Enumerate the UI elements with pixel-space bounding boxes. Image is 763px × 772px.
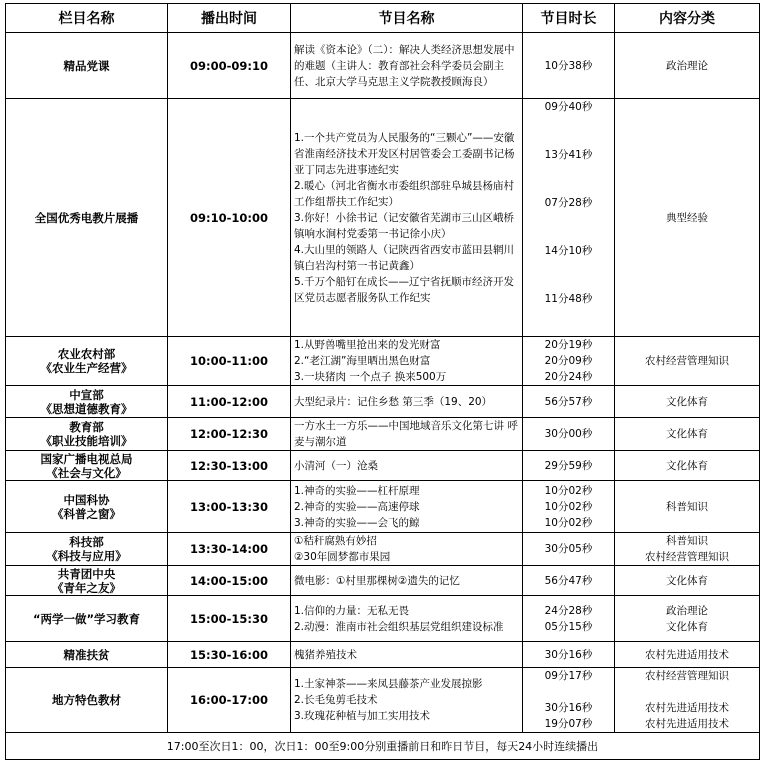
duration-line: 14分10秒 [544, 245, 593, 257]
program-line: 大型纪录片：记住乡愁 第三季（19、20） [294, 395, 493, 408]
category-cell [615, 418, 760, 451]
program-name-cell [291, 451, 523, 481]
air-time-cell: 10:00-11:00 [168, 337, 291, 386]
program-name-cell [291, 337, 523, 386]
table-row [6, 596, 760, 642]
category-cell [615, 596, 760, 642]
column-name-cell [6, 481, 168, 533]
duration-line: 10分02秒 [544, 500, 593, 513]
duration-line: 10分38秒 [544, 59, 593, 72]
category-line: 文化体育 [666, 428, 708, 440]
table-row [6, 668, 760, 733]
program-line: ①秸秆腐熟有妙招 [294, 535, 377, 547]
duration-line: 29分59秒 [544, 459, 593, 472]
category-cell [615, 566, 760, 596]
header-program-name: 节目名称 [291, 4, 523, 33]
duration-line: 13分41秒 [544, 149, 593, 161]
program-line: 1.神奇的实验——杠杆原理 [294, 484, 420, 497]
air-time-cell: 13:00-13:30 [168, 481, 291, 533]
table-row [6, 418, 760, 451]
air-time-cell: 16:00-17:00 [168, 668, 291, 733]
column-name-line: 精品党课 [63, 58, 110, 73]
air-time-cell: 13:30-14:00 [168, 533, 291, 566]
program-line: 1.从野兽嘴里抢出来的发光财富 [294, 339, 441, 351]
duration-line: 07分28秒 [544, 197, 593, 209]
column-name-cell [6, 451, 168, 481]
program-line: 5.千万个船钉在成长——辽宁省抚顺市经济开发区党员志愿者服务队工作纪实 [294, 275, 515, 304]
header-category: 内容分类 [615, 4, 760, 33]
duration-cell [523, 642, 615, 668]
program-line: 3.一块猪肉 一个点子 换来500万 [294, 371, 447, 383]
header-column-name: 栏目名称 [6, 4, 168, 33]
category-line: 政治理论 [666, 59, 708, 72]
column-name-cell [6, 566, 168, 596]
duration-cell [523, 451, 615, 481]
program-line: 一方水土一方乐——中国地域音乐文化第七讲 呼麦与潮尔道 [294, 420, 518, 448]
table-row [6, 99, 760, 337]
program-line: 3.你好！小徐书记（记安徽省芜湖市三山区峨桥镇响水涧村党委第一书记徐小庆） [294, 211, 515, 240]
column-name-cell [6, 386, 168, 418]
category-cell [615, 386, 760, 418]
column-name-line: 教育部 [69, 420, 104, 434]
air-time-cell: 14:00-15:00 [168, 566, 291, 596]
duration-cell [523, 481, 615, 533]
duration-cell [523, 533, 615, 566]
column-name-line: “两学一做”学习教育 [32, 611, 141, 626]
duration-line: 09分17秒 [544, 670, 593, 682]
column-name-cell [6, 596, 168, 642]
category-cell [615, 99, 760, 337]
duration-cell [523, 337, 615, 386]
category-line: 农村经营管理知识 [645, 355, 729, 367]
program-name-cell [291, 533, 523, 566]
program-name-cell [291, 668, 523, 733]
program-line: 1.土家神茶——来凤县藤茶产业发展掠影 [294, 678, 483, 690]
column-name-line: 《青年之友》 [52, 580, 121, 595]
duration-line: 19分07秒 [544, 718, 593, 730]
column-name-line: 《农业生产经营》 [40, 361, 133, 375]
column-name-cell [6, 337, 168, 386]
column-name-line: 《科技与应用》 [46, 549, 127, 563]
column-name-cell [6, 418, 168, 451]
duration-line: 56分47秒 [544, 574, 593, 587]
duration-line: 56分57秒 [544, 395, 593, 408]
category-cell [615, 451, 760, 481]
program-name-cell [291, 99, 523, 337]
column-name-line: 共青团中央 [57, 566, 116, 581]
column-name-line: 中宣部 [69, 387, 104, 402]
duration-line: 20分09秒 [544, 355, 593, 367]
category-line: 农村先进适用技术 [645, 718, 729, 730]
table-row [6, 337, 760, 386]
schedule-table [5, 3, 760, 760]
air-time-cell: 09:00-09:10 [168, 33, 291, 99]
category-cell [615, 642, 760, 668]
header-row [6, 4, 760, 33]
program-name-cell [291, 642, 523, 668]
category-line: 文化体育 [666, 620, 708, 633]
duration-cell [523, 33, 615, 99]
column-name-cell [6, 33, 168, 99]
column-name-line: 全国优秀电教片展播 [34, 210, 139, 225]
table-row [6, 386, 760, 418]
category-line: 文化体育 [666, 574, 708, 587]
program-name-cell [291, 596, 523, 642]
table-row [6, 642, 760, 668]
program-line: 2.动漫：淮南市社会组织基层党组织建设标准 [294, 620, 504, 633]
category-line: 农村先进适用技术 [645, 648, 729, 661]
category-cell [615, 33, 760, 99]
duration-line: 24分28秒 [544, 604, 593, 617]
duration-line: 10分02秒 [544, 516, 593, 529]
category-line: 文化体育 [666, 395, 708, 408]
column-name-cell [6, 642, 168, 668]
air-time-cell: 15:00-15:30 [168, 596, 291, 642]
column-name-line: 《思想道德教育》 [40, 401, 133, 416]
category-cell [615, 481, 760, 533]
column-name-cell [6, 533, 168, 566]
duration-cell [523, 596, 615, 642]
duration-line: 20分19秒 [544, 339, 593, 351]
footer-note: 17:00至次日1：00，次日1：00至9:00分别重播前日和昨日节目，每天24小时连续播出 [6, 733, 760, 760]
category-line: 科普知识 [666, 535, 708, 547]
category-line: 文化体育 [666, 459, 708, 472]
column-name-line: 国家广播电视总局 [40, 451, 133, 466]
program-line: 3.神奇的实验——会飞的鲸 [294, 516, 420, 529]
category-line: 农村经营管理知识 [645, 551, 729, 563]
program-name-cell [291, 386, 523, 418]
program-line: 微电影：①村里那棵树②遗失的记忆 [294, 574, 460, 587]
air-time-cell: 09:10-10:00 [168, 99, 291, 337]
category-line: 典型经验 [666, 211, 708, 224]
category-cell [615, 337, 760, 386]
air-time-cell: 15:30-16:00 [168, 642, 291, 668]
program-line: 2.神奇的实验——高速停球 [294, 500, 420, 513]
column-name-line: 农业农村部 [57, 347, 116, 361]
column-name-line: 地方特色教材 [52, 693, 121, 707]
air-time-cell: 12:30-13:00 [168, 451, 291, 481]
duration-line: 30分16秒 [544, 702, 593, 714]
program-line: 小清河（一）沧桑 [294, 459, 378, 472]
table-row [6, 481, 760, 533]
program-line: 1.一个共产党员为人民服务的“三颗心”——安徽省淮南经济技术开发区村居管委会工委副书记杨亚丁同志先进事迹纪实 [294, 131, 515, 176]
program-line: 4.大山里的领路人（记陕西省西安市蓝田县辋川镇白岩沟村第一书记黄鑫） [294, 243, 515, 272]
column-name-cell [6, 668, 168, 733]
program-line: 解读《资本论》（二）：解决人类经济思想发展中的难题（主讲人：教育部社会科学委员会副主任、北京大学马克思主义学院教授顾海良） [294, 43, 515, 88]
column-name-line: 《职业技能培训》 [40, 434, 133, 448]
column-name-line: 《社会与文化》 [46, 465, 127, 480]
duration-line: 11分48秒 [544, 293, 593, 305]
category-line: 科普知识 [666, 500, 708, 513]
program-line: ②30年圆梦都市果园 [294, 551, 391, 563]
duration-cell [523, 566, 615, 596]
program-line: 1.信仰的力量：无私无畏 [294, 604, 410, 617]
duration-line: 20分24秒 [544, 371, 593, 383]
table-row [6, 451, 760, 481]
duration-line: 30分05秒 [544, 543, 593, 555]
duration-line: 05分15秒 [544, 620, 593, 633]
duration-cell [523, 99, 615, 337]
column-name-line: 科技部 [69, 535, 104, 549]
column-name-cell [6, 99, 168, 337]
program-line: 2.暖心（河北省衡水市委组织部驻阜城县杨庙村工作组帮扶工作纪实） [294, 179, 515, 208]
header-air-time: 播出时间 [168, 4, 291, 33]
category-line: 政治理论 [666, 604, 708, 617]
duration-line [526, 684, 611, 700]
program-name-cell [291, 418, 523, 451]
program-line: 3.玫瑰花种植与加工实用技术 [294, 710, 431, 722]
duration-cell [523, 668, 615, 733]
program-line: 2.长毛兔剪毛技术 [294, 694, 378, 706]
duration-line: 30分00秒 [544, 428, 593, 440]
category-cell [615, 533, 760, 566]
program-name-cell [291, 481, 523, 533]
table-row [6, 33, 760, 99]
category-line: 农村先进适用技术 [645, 702, 729, 714]
program-line: 槐猪养殖技术 [294, 648, 357, 661]
air-time-cell: 11:00-12:00 [168, 386, 291, 418]
duration-cell [523, 386, 615, 418]
category-line [618, 684, 756, 700]
column-name-line: 中国科协 [63, 492, 110, 507]
duration-line: 10分02秒 [544, 484, 593, 497]
footer-row [6, 733, 760, 760]
table-row [6, 533, 760, 566]
category-cell [615, 668, 760, 733]
air-time-cell: 12:00-12:30 [168, 418, 291, 451]
duration-line: 09分40秒 [544, 101, 593, 113]
category-line: 农村经营管理知识 [645, 670, 729, 682]
program-name-cell [291, 566, 523, 596]
column-name-line: 精准扶贫 [63, 647, 110, 662]
program-name-cell [291, 33, 523, 99]
duration-line: 30分16秒 [544, 648, 593, 661]
table-row [6, 566, 760, 596]
program-line: 2.“老江湖”海里晒出黑色财富 [294, 355, 431, 367]
header-duration: 节目时长 [523, 4, 615, 33]
column-name-line: 《科普之窗》 [52, 506, 121, 521]
duration-cell [523, 418, 615, 451]
